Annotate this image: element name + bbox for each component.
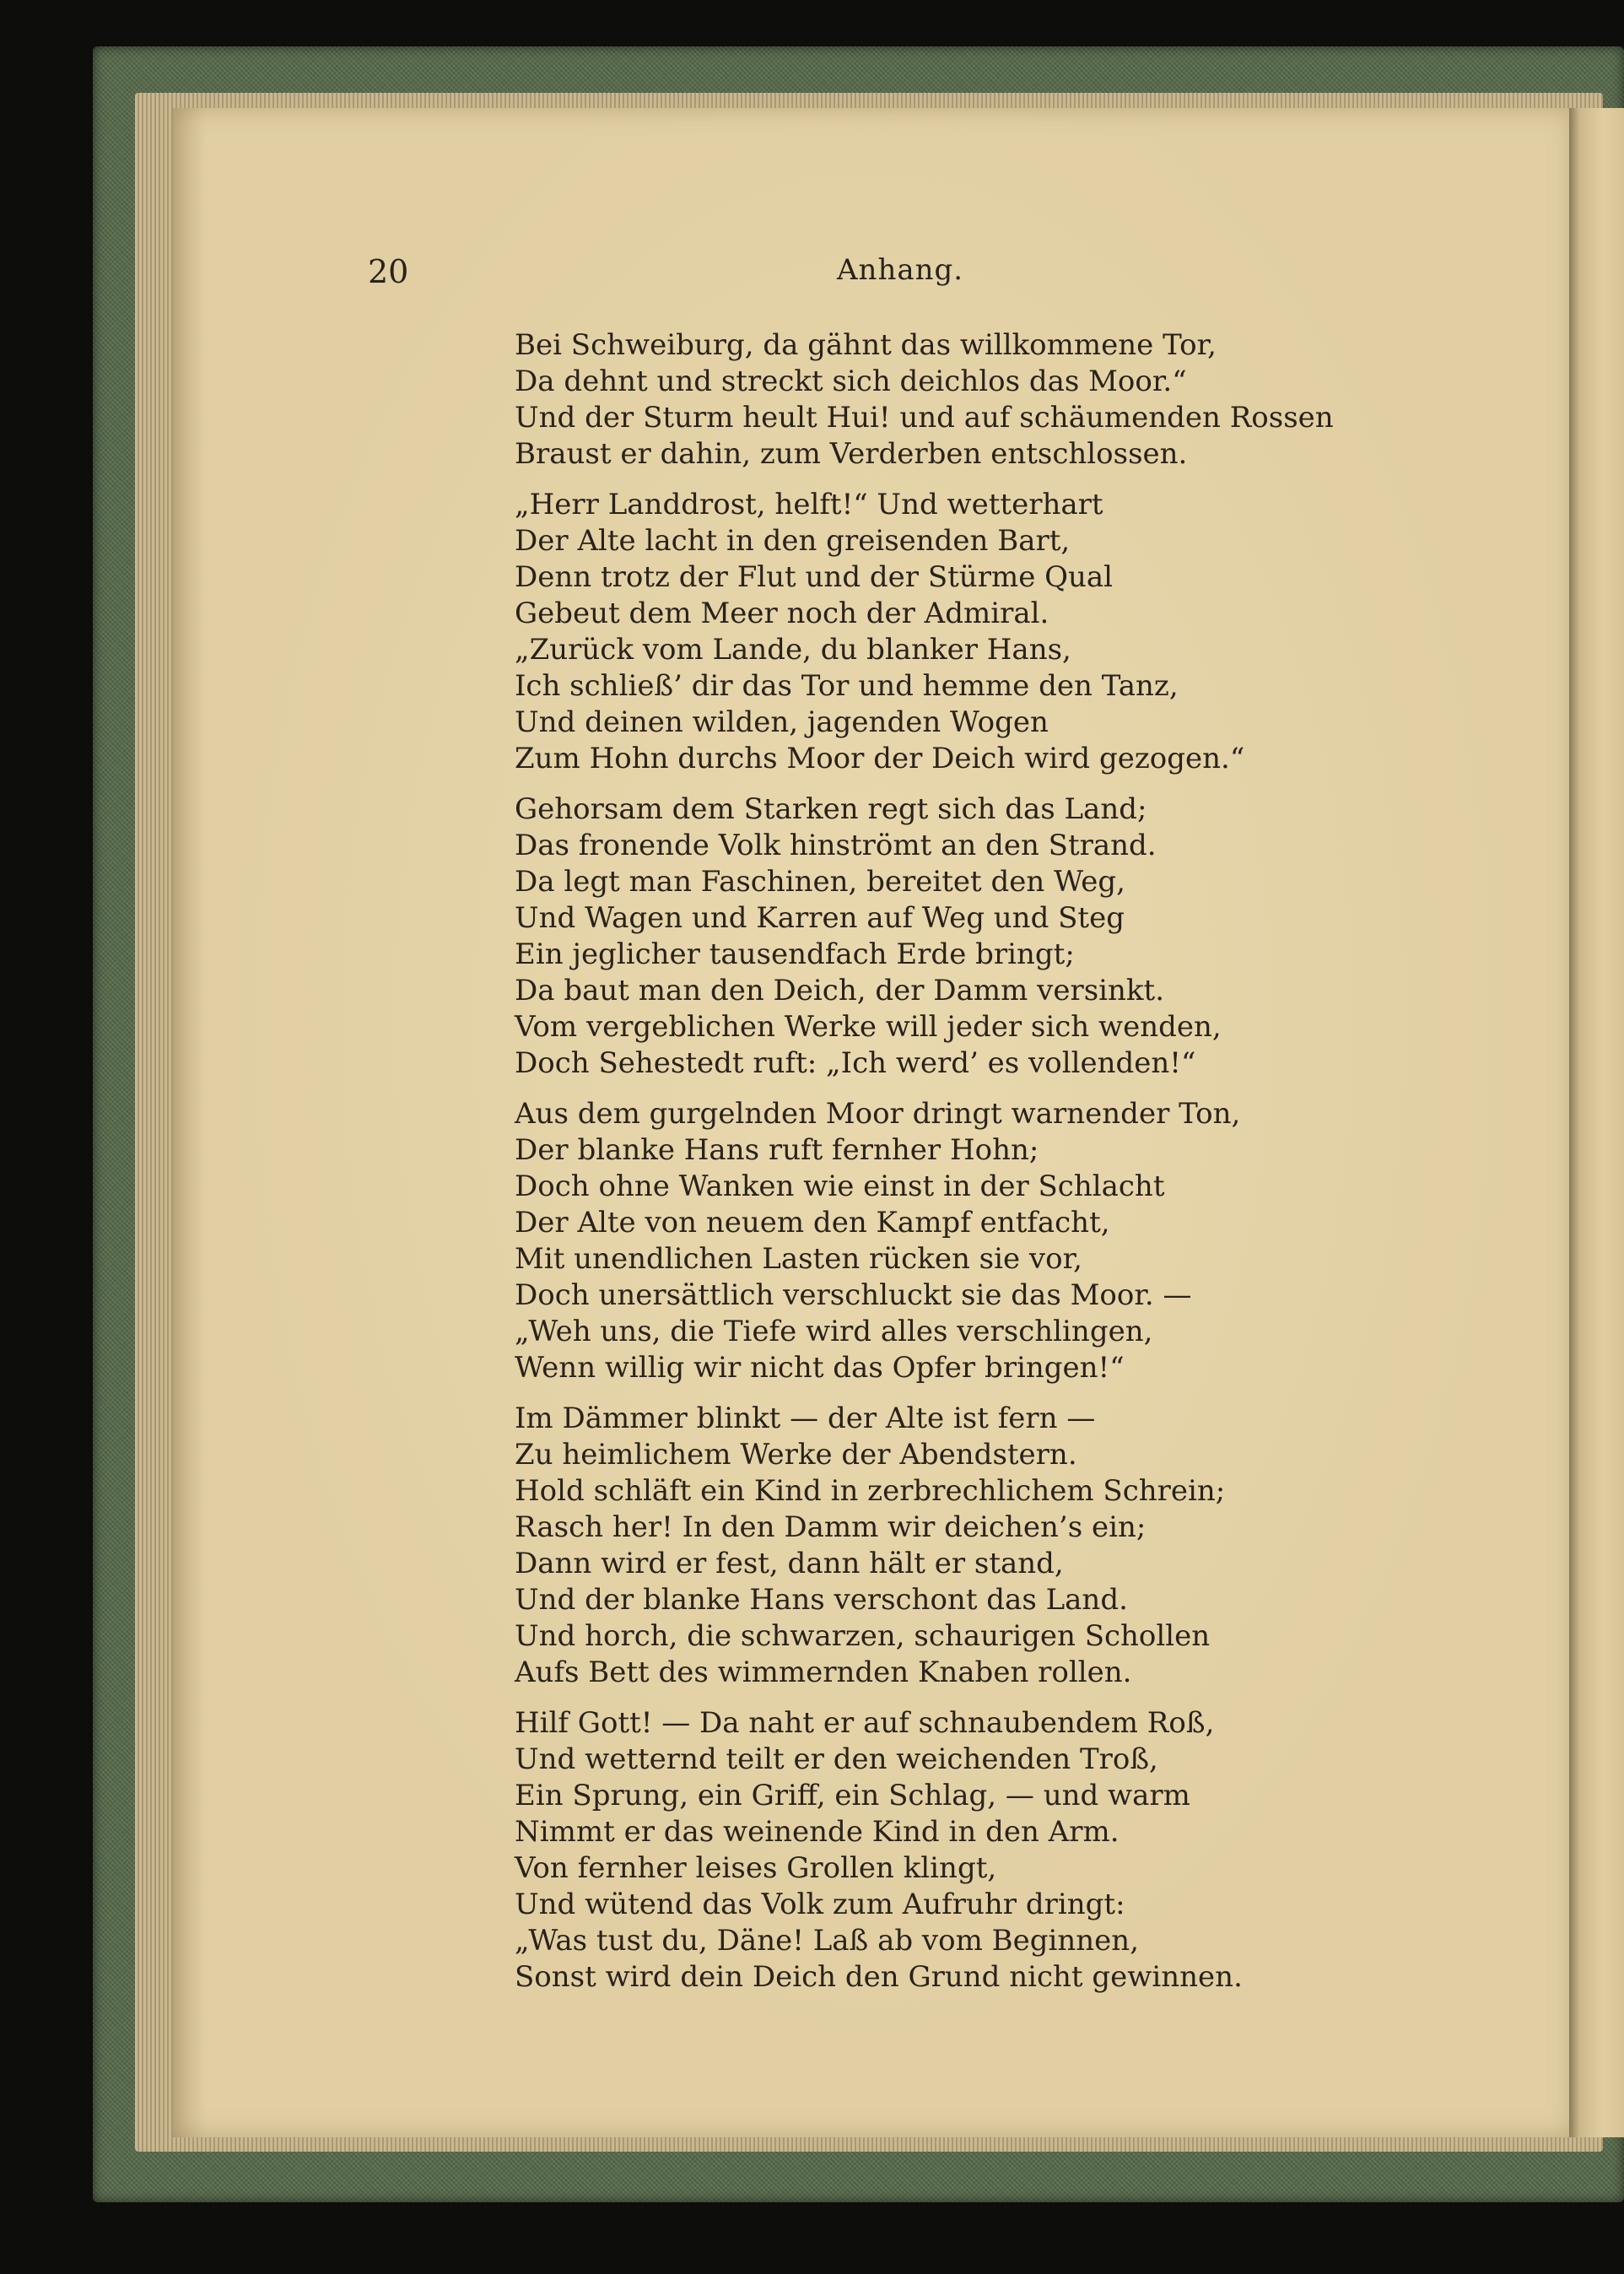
poem-line: „Weh uns, die Tiefe wird alles verschlingen, — [515, 1315, 1153, 1348]
poem-line: Im Dämmer blinkt — der Alte ist fern — — [515, 1402, 1096, 1435]
poem-line: Doch unersättlich verschluckt sie das Moor. — — [515, 1278, 1192, 1312]
poem-line: Sonst wird dein Deich den Grund nicht gewinnen. — [515, 1960, 1243, 1994]
poem-line: Denn trotz der Flut und der Stürme Qual — [515, 560, 1114, 594]
stanza — [515, 1705, 1358, 1996]
poem-line: Zum Hohn durchs Moor der Deich wird gezogen.“ — [515, 742, 1245, 775]
poem-line: Rasch her! In den Damm wir deichen’s ein; — [515, 1510, 1147, 1544]
poem-line: Mit unendlichen Lasten rücken sie vor, — [515, 1242, 1082, 1276]
poem-line: Von fernher leises Grollen klingt, — [515, 1851, 997, 1885]
poem-line: Bei Schweiburg, da gähnt das willkommene Tor, — [515, 328, 1217, 362]
poem-line: Vom vergeblichen Werke will jeder sich wenden, — [515, 1010, 1222, 1044]
poem-line: Doch ohne Wanken wie einst in der Schlacht — [515, 1169, 1165, 1203]
poem-line: Und wetternd teilt er den weichenden Troß, — [515, 1742, 1158, 1776]
poem-line: Der Alte lacht in den greisenden Bart, — [515, 524, 1071, 558]
stanza — [515, 487, 1358, 777]
stanza — [515, 791, 1358, 1082]
poem-line: Wenn willig wir nicht das Opfer bringen!“ — [515, 1351, 1125, 1385]
poem-line: Braust er dahin, zum Verderben entschlossen. — [515, 437, 1188, 471]
poem-line: „Herr Landdrost, helft!“ Und wetterhart — [515, 488, 1103, 521]
poem-line: Der Alte von neuem den Kampf entfacht, — [515, 1206, 1110, 1240]
stanza — [515, 1096, 1358, 1386]
poem-line: Nimmt er das weinende Kind in den Arm. — [515, 1815, 1120, 1849]
poem-line: Ein jeglicher tausendfach Erde bringt; — [515, 937, 1075, 971]
poem-line: Gebeut dem Meer noch der Admiral. — [515, 597, 1049, 630]
poem-line: Zu heimlichem Werke der Abendstern. — [515, 1438, 1077, 1472]
poem-line: Und der Sturm heult Hui! und auf schäumenden Rossen — [515, 401, 1334, 435]
stanza — [515, 1401, 1358, 1691]
poem-line: Gehorsam dem Starken regt sich das Land; — [515, 792, 1147, 826]
poem-line: Und deinen wilden, jagenden Wogen — [515, 705, 1049, 739]
poem-line: Der blanke Hans ruft fernher Hohn; — [515, 1133, 1039, 1167]
poem-line: Hold schläft ein Kind in zerbrechlichem Schrein; — [515, 1474, 1226, 1508]
poem-line: Ein Sprung, ein Griff, ein Schlag, — und warm — [515, 1779, 1190, 1812]
poem-line: Und der blanke Hans verschont das Land. — [515, 1583, 1128, 1617]
poem-line: Hilf Gott! — Da naht er auf schnaubendem Roß, — [515, 1706, 1215, 1740]
stanza — [515, 327, 1358, 473]
poem-line: Ich schließ’ dir das Tor und hemme den Tanz, — [515, 669, 1179, 703]
poem-line: Aufs Bett des wimmernden Knaben rollen. — [515, 1656, 1132, 1689]
poem-line: Doch Sehestedt ruft: „Ich werd’ es vollenden!“ — [515, 1046, 1196, 1080]
poem-line: Das fronende Volk hinströmt an den Strand. — [515, 829, 1157, 862]
poem-line: Und Wagen und Karren auf Weg und Steg — [515, 901, 1125, 935]
poem-line: Da legt man Faschinen, bereitet den Weg, — [515, 865, 1125, 899]
running-title: Anhang. — [837, 253, 964, 287]
poem-line: „Zurück vom Lande, du blanker Hans, — [515, 633, 1071, 667]
poem-line: Da baut man den Deich, der Damm versinkt. — [515, 974, 1164, 1007]
poem-line: Und horch, die schwarzen, schaurigen Schollen — [515, 1619, 1211, 1653]
poem-line: Dann wird er fest, dann hält er stand, — [515, 1547, 1064, 1580]
poem-line: Aus dem gurgelnden Moor dringt warnender Ton, — [515, 1097, 1241, 1131]
poem-line: Und wütend das Volk zum Aufruhr dringt: — [515, 1888, 1125, 1921]
poem-line: Da dehnt und streckt sich deichlos das Moor.“ — [515, 365, 1187, 398]
poem-line: „Was tust du, Däne! Laß ab vom Beginnen, — [515, 1924, 1139, 1958]
poem-text — [515, 327, 1358, 2010]
page-number: 20 — [368, 253, 409, 290]
page-gutter — [1569, 108, 1624, 2137]
